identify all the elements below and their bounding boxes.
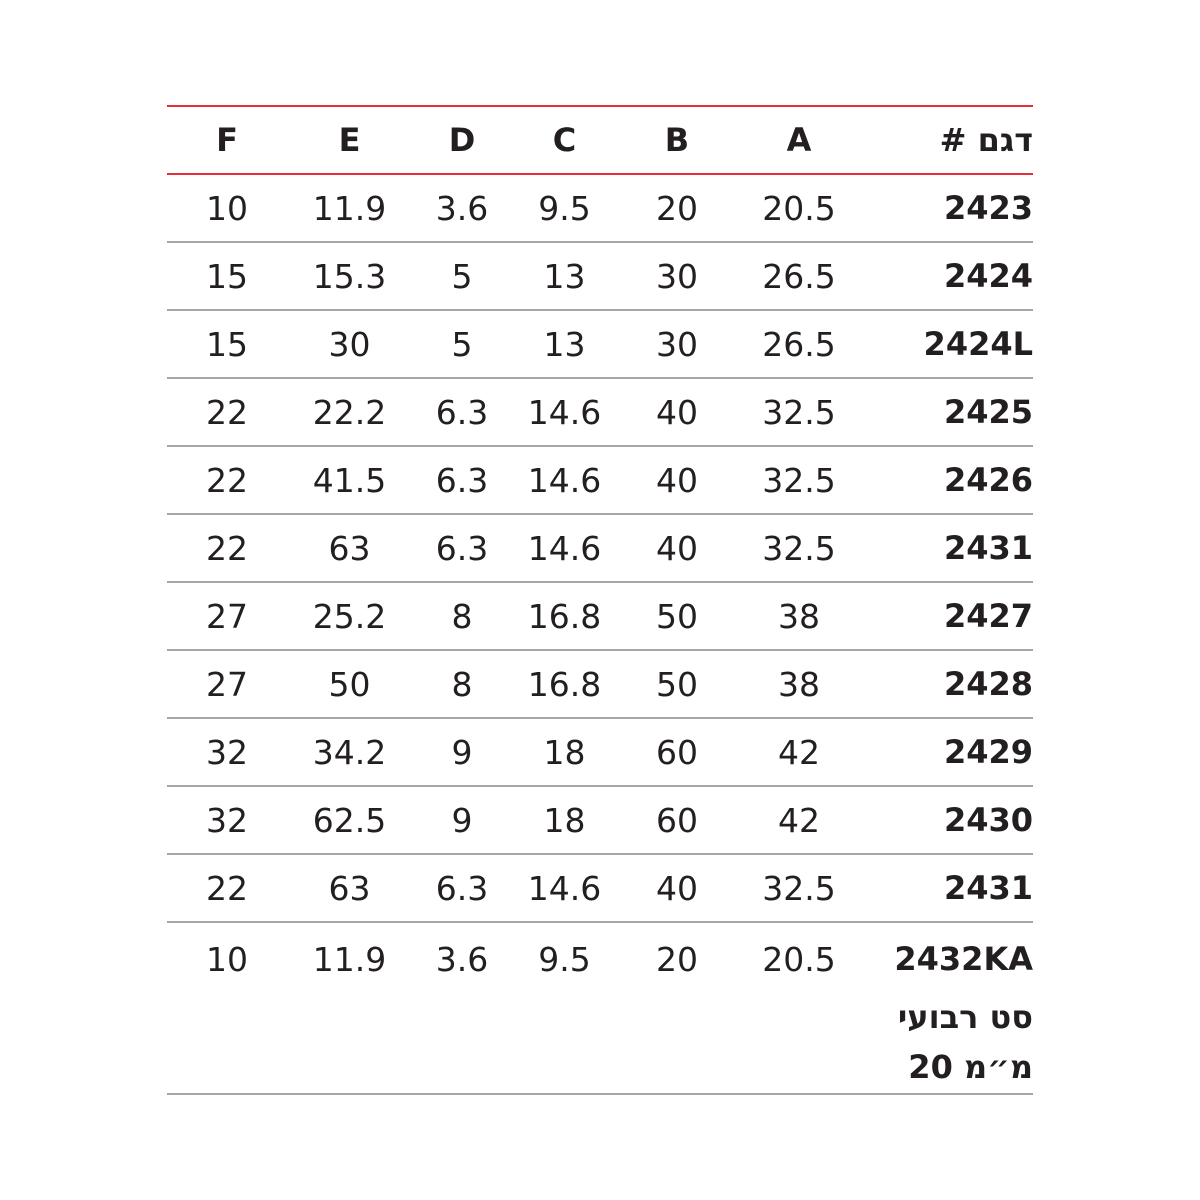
cell-c: 14.6 — [527, 392, 602, 432]
cell-e: 34.2 — [312, 732, 387, 772]
cell-b: 20 — [656, 188, 698, 228]
cell-c: 18 — [543, 800, 586, 840]
spec-table — [167, 105, 1033, 1095]
cell-f: 15 — [206, 256, 248, 296]
cell-a: 42 — [778, 732, 820, 772]
table-row — [167, 787, 1033, 855]
cell-c: 16.8 — [527, 664, 602, 704]
table-row — [167, 855, 1033, 923]
cell-f: 10 — [206, 188, 248, 228]
header-model: דגם # — [939, 121, 1033, 159]
table-row — [167, 515, 1033, 583]
model-description: סט רבועי — [897, 998, 1033, 1036]
cell-a: 32.5 — [762, 460, 836, 500]
cell-model: 2426 — [943, 461, 1033, 499]
cell-b: 40 — [656, 392, 698, 432]
table-row — [167, 243, 1033, 311]
cell-f: 27 — [206, 596, 248, 636]
cell-a: 42 — [778, 800, 820, 840]
cell-b: 50 — [656, 664, 698, 704]
cell-a: 26.5 — [762, 324, 836, 364]
cell-model — [861, 923, 1033, 1092]
cell-f: 27 — [206, 664, 248, 704]
cell-d: 3.6 — [435, 940, 489, 979]
model-size: מ״מ 20 — [908, 1048, 1033, 1086]
cell-a: 20.5 — [762, 940, 836, 979]
cell-model: 2425 — [943, 393, 1033, 431]
cell-f: 32 — [206, 800, 248, 840]
cell-b: 30 — [656, 256, 698, 296]
cell-model: 2429 — [943, 733, 1033, 771]
cell-b: 40 — [656, 460, 698, 500]
cell-e: 11.9 — [312, 940, 387, 979]
cell-f: 22 — [206, 392, 248, 432]
cell-c: 13 — [543, 256, 586, 296]
cell-b: 50 — [656, 596, 698, 636]
cell-model: 2431 — [943, 869, 1033, 907]
cell-d: 5 — [451, 256, 473, 296]
table-row — [167, 311, 1033, 379]
cell-e: 63 — [328, 868, 371, 908]
cell-e: 22.2 — [312, 392, 387, 432]
cell-e: 25.2 — [312, 596, 387, 636]
cell-d: 6.3 — [435, 392, 489, 432]
cell-model: 2431 — [943, 529, 1033, 567]
cell-model: 2427 — [943, 597, 1033, 635]
cell-d: 9 — [451, 800, 473, 840]
cell-f: 22 — [206, 460, 248, 500]
cell-model: 2423 — [943, 189, 1033, 227]
header-e: E — [338, 121, 361, 159]
cell-a: 32.5 — [762, 868, 836, 908]
cell-b: 60 — [656, 800, 698, 840]
cell-d: 6.3 — [435, 528, 489, 568]
cell-model: 2424 — [943, 257, 1033, 295]
cell-e: 41.5 — [312, 460, 387, 500]
cell-c: 18 — [543, 732, 586, 772]
cell-d: 9 — [451, 732, 473, 772]
cell-c: 14.6 — [527, 868, 602, 908]
cell-d: 6.3 — [435, 868, 489, 908]
cell-f: 15 — [206, 324, 248, 364]
cell-c: 16.8 — [527, 596, 602, 636]
cell-model: 2424L — [923, 325, 1033, 363]
cell-b: 60 — [656, 732, 698, 772]
table-row — [167, 583, 1033, 651]
table-row — [167, 175, 1033, 243]
cell-e: 11.9 — [312, 188, 387, 228]
cell-c: 9.5 — [538, 188, 591, 228]
cell-e: 50 — [328, 664, 371, 704]
cell-d: 5 — [451, 324, 473, 364]
cell-d: 3.6 — [435, 188, 489, 228]
cell-d: 8 — [451, 596, 473, 636]
table-row — [167, 651, 1033, 719]
table-row — [167, 379, 1033, 447]
cell-b: 40 — [656, 868, 698, 908]
cell-f: 10 — [206, 940, 248, 979]
cell-c: 14.6 — [527, 528, 602, 568]
header-f: F — [216, 121, 238, 159]
cell-b: 30 — [656, 324, 698, 364]
cell-e: 63 — [328, 528, 371, 568]
cell-f: 32 — [206, 732, 248, 772]
table-row — [167, 719, 1033, 787]
table-row — [167, 923, 1033, 1095]
cell-f: 22 — [206, 528, 248, 568]
cell-a: 32.5 — [762, 528, 836, 568]
cell-d: 8 — [451, 664, 473, 704]
header-b: B — [664, 121, 690, 159]
cell-b: 20 — [656, 940, 698, 979]
cell-e: 30 — [328, 324, 371, 364]
header-a: A — [786, 121, 812, 159]
cell-a: 32.5 — [762, 392, 836, 432]
cell-c: 9.5 — [538, 940, 591, 979]
cell-c: 13 — [543, 324, 586, 364]
header-d: D — [448, 121, 476, 159]
cell-d: 6.3 — [435, 460, 489, 500]
cell-a: 26.5 — [762, 256, 836, 296]
cell-b: 40 — [656, 528, 698, 568]
cell-f: 22 — [206, 868, 248, 908]
model-code: 2432KA — [894, 940, 1033, 978]
cell-a: 20.5 — [762, 188, 836, 228]
cell-a: 38 — [778, 596, 820, 636]
cell-e: 15.3 — [312, 256, 387, 296]
header-c: C — [552, 121, 577, 159]
table-header — [167, 107, 1033, 175]
table-row — [167, 447, 1033, 515]
cell-e: 62.5 — [312, 800, 387, 840]
cell-model: 2430 — [943, 801, 1033, 839]
cell-a: 38 — [778, 664, 820, 704]
cell-model: 2428 — [943, 665, 1033, 703]
cell-c: 14.6 — [527, 460, 602, 500]
